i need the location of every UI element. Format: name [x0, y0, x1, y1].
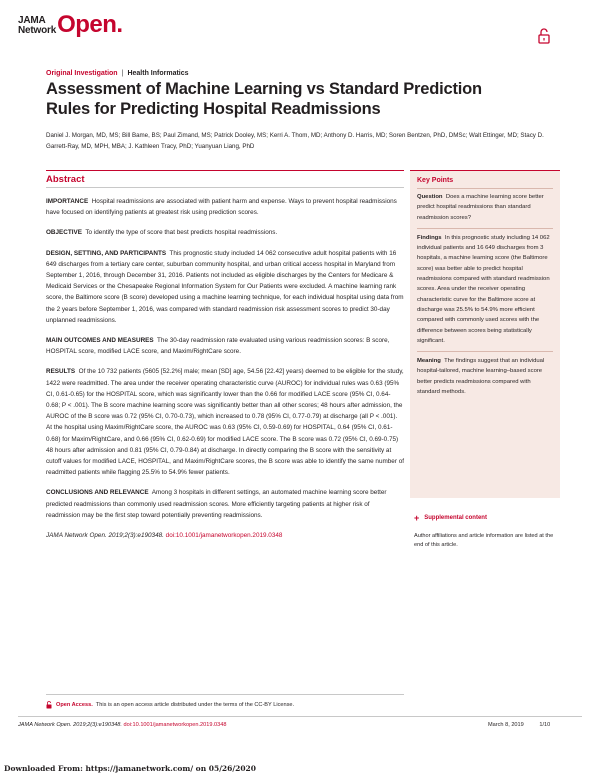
footer-page-number: 1/10: [539, 722, 551, 728]
outcomes-text: The 30-day readmission rate evaluated using various readmission scores: B score, HOSPITAL score, modified LACE score, and Maxim/RightCare score.: [46, 337, 390, 356]
open-access-text: This is an open access article distributed under the terms of the CC-BY License.: [95, 702, 295, 708]
abstract-results: [46, 366, 404, 478]
abstract-importance: [46, 196, 404, 218]
abstract-conclusions: [46, 487, 404, 521]
footer-journal: JAMA Network Open. 2019;2(3):e190348.: [18, 722, 122, 728]
question-label: Question: [417, 194, 443, 200]
design-label: DESIGN, SETTING, AND PARTICIPANTS: [46, 249, 167, 257]
logo-wordmark: [18, 16, 56, 36]
results-text: Of the 10 732 patients (5605 [52.2%] male; mean [SD] age, 54.56 [22.42] years) deemed to be eligible for the study, 1422 were readmitted. The area under the receiver operating characteristic curve (AUROC) for individual rules was 0.63 (95% CI, 0.61-0.65) for the HOSPITAL score, which was significantly lower than the 0.66 for modified LACE score (95% CI, 0.64-0.68; P < .001). The B score machine learning score was significantly better than all other scores; 48 hours after admission, the AUROC of the B score was 0.72 (95% CI, 0.70-0.73), which increased to 0.78 (95% CI, 0.77-0.79) at discharge (all P < .001). At the hospital using Maxim/RightCare score, the AUROC was 0.63 (95% CI, 0.59-0.69) for HOSPITAL, 0.64 (95% CI, 0.61-0.68) for Maxim/RightCare, and 0.66 (95% CI, 0.62-0.69) for modified LACE score. The B score was 0.72 (95% CI, 0.69-0.75) 48 hours after admission and 0.81 (95% CI, 0.79-0.84) at discharge. In directly comparing the B score with the sensitivity at cutoff values for modified LACE, HOSPITAL, and Maxim/RightCare scores, the B score was able to identify the same number of readmitted patients while flagging 25.5% to 54.9% fewer patients.: [46, 368, 404, 477]
footer-doi-link[interactable]: doi:10.1001/jamanetworkopen.2019.0348: [123, 722, 227, 728]
findings-label: Findings: [417, 234, 442, 241]
importance-label: IMPORTANCE: [46, 198, 89, 205]
abstract-divider: [46, 187, 404, 188]
conclusions-text: Among 3 hospitals in different settings, an automated machine learning score better predicted readmissions than commonly used readmission scores. More efficiently targeting patients at higher risk of readmission may be the first step toward potentially preventing readmissions.: [46, 489, 387, 519]
key-points-findings: [417, 233, 553, 352]
results-label: RESULTS: [46, 368, 76, 376]
meaning-text: The findings suggest that an individual hospital-tailored, machine learning–based score better predicts readmissions compared with standard methods.: [417, 358, 545, 396]
citation-journal: JAMA Network Open. 2019;2(3):e190348.: [46, 532, 164, 540]
key-points-heading: Key Points: [417, 177, 553, 189]
key-points-box: [410, 170, 560, 498]
importance-text: Hospital readmissions are associated with patient harm and expense. Ways to prevent hospital readmissions have focused on identifying patients at greatest risk using prediction scores.: [46, 198, 397, 217]
abstract-citation: [46, 530, 404, 541]
objective-text: To identify the type of score that best predicts hospital readmissions.: [85, 229, 278, 237]
footer-citation: [18, 722, 226, 728]
article-title: Assessment of Machine Learning vs Standard Prediction Rules for Predicting Hospital Readmissions: [46, 80, 482, 118]
logo-line-jama: JAMA: [18, 15, 46, 26]
open-lock-icon: [538, 28, 550, 44]
kicker-separator: |: [121, 70, 124, 77]
author-affiliations-note: Author affiliations and article information are listed at the end of this article.: [414, 533, 554, 548]
key-points-question: [417, 192, 553, 229]
article-type[interactable]: Original Investigation: [46, 70, 118, 77]
open-access-label[interactable]: Open Access.: [56, 702, 93, 708]
footer-divider: [18, 716, 582, 717]
key-points-meaning: [417, 356, 553, 402]
footer-date-page: [488, 722, 550, 728]
abstract-top-rule: [46, 170, 404, 171]
logo-line-network: Network: [18, 25, 57, 36]
logo-open: Open.: [57, 11, 123, 38]
supplemental-label: Supplemental content: [424, 515, 487, 521]
open-access-notice: [46, 701, 294, 709]
author-list: Daniel J. Morgan, MD, MS; Bill Bame, BS; Paul Zimand, MS; Patrick Dooley, MS; Kerri A. Thom, MD; Anthony D. Harris, MD; Soren Bentzen, PhD, DMSc; Walt Ettinger, MD; Stacy D. Garrett-Ray, MD, MPH, MBA; J. Kathleen Tracy, PhD; Yuanyuan Liang, PhD: [46, 132, 544, 150]
question-text: Does a machine learning score better predict hospital readmissions than standard readmission scores?: [417, 194, 544, 221]
supplemental-content-link[interactable]: [414, 514, 487, 522]
meaning-label: Meaning: [417, 358, 441, 365]
open-access-lock-icon: [46, 701, 52, 709]
design-text: This prognostic study included 14 062 consecutive adult hospital patients with 16 649 discharges from a tertiary care center, suburban community hospital, and urban critical access hospital in Maryland from September 1, 2016, through December 31, 2016. Patients not included as eligible discharges by the Centers for Medicare & Medicaid Services or the Chesapeake Regional Information System for Our Patients were excluded. A machine learning rank score, the Baltimore score (B score) developed using a machine learning technique, for each individual hospital using data from the 2 years before September 1, 2016, was compared with standard readmission risk assessment scores to predict 30-day unplanned readmissions.: [46, 249, 404, 324]
citation-doi-link[interactable]: doi:10.1001/jamanetworkopen.2019.0348: [165, 532, 283, 540]
article-topic[interactable]: Health Informatics: [127, 70, 189, 77]
objective-label: OBJECTIVE: [46, 229, 82, 237]
findings-text: In this prognostic study including 14 062 individual patients and 16 649 discharges from 3 hospitals, a machine learning score (the Baltimore score) was better able to predict hospital readmissions compared with standard readmission scores. Area under the receiver operating characteristic curve for the Baltimore score at discharge was 25.5% to 54.9% more efficient compared with commonly used scores with the difference between scores being statistically significant.: [417, 234, 550, 344]
abstract-body: [46, 196, 404, 541]
conclusions-label: CONCLUSIONS AND RELEVANCE: [46, 489, 149, 497]
article-kicker: [46, 70, 189, 77]
abstract-outcomes: [46, 335, 404, 357]
outcomes-label: MAIN OUTCOMES AND MEASURES: [46, 337, 154, 345]
plus-icon: +: [414, 513, 420, 523]
abstract-design: [46, 248, 404, 326]
open-access-divider: [46, 694, 404, 695]
footer-date: March 8, 2019: [488, 722, 524, 728]
jama-network-open-logo[interactable]: [18, 11, 123, 38]
abstract-objective: [46, 227, 404, 238]
download-stamp: Downloaded From: https://jamanetwork.com/ on 05/26/2020: [4, 764, 256, 773]
abstract-heading: Abstract: [46, 174, 85, 185]
